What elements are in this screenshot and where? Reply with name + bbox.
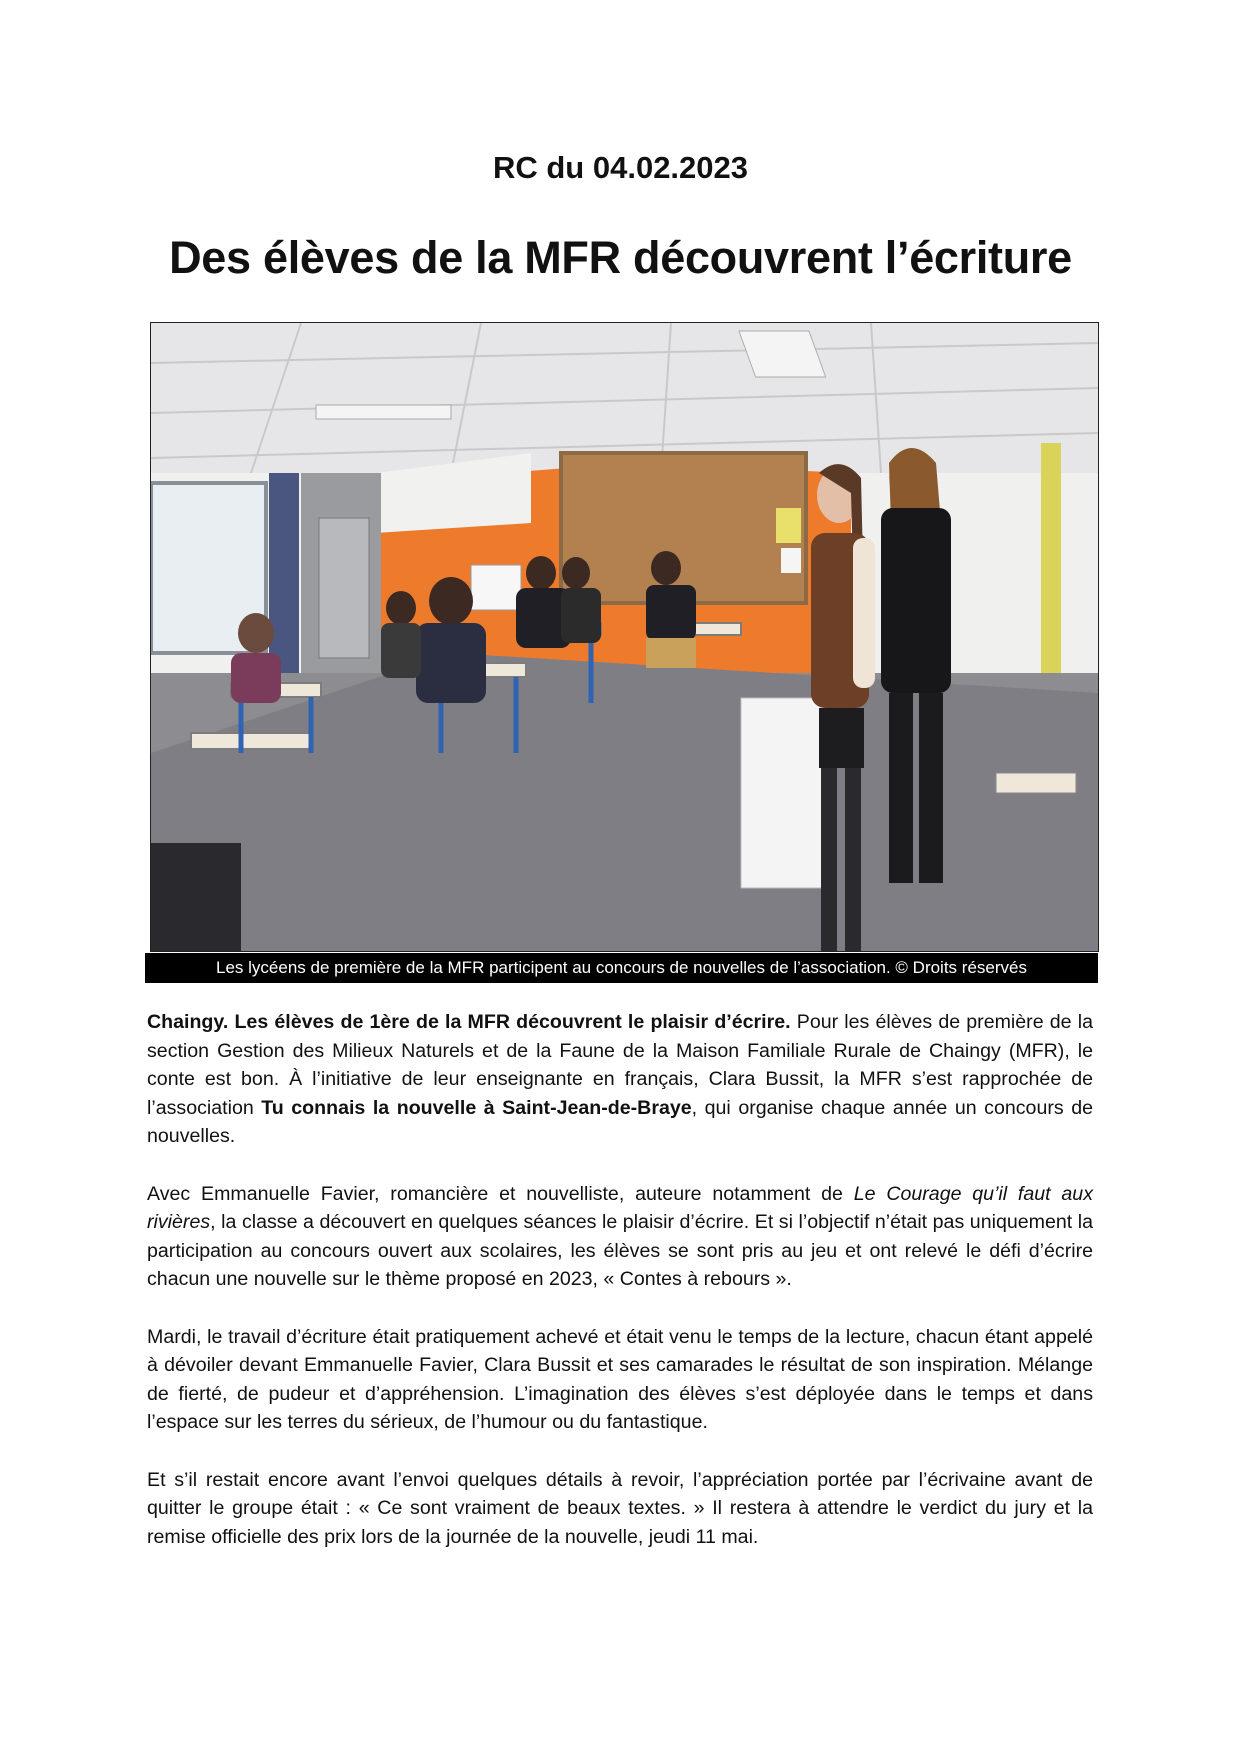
- paragraph-2-text-b: , la classe a découvert en quelques séances le plaisir d’écrire. Et si l’objectif n’était pas uniquement la participation au concours ouvert aux scolaires, les élèves se sont pris au jeu et ont relevé le défi d’écrire chacun une nouvelle sur le thème proposé en 2023, « Contes à rebours ».: [147, 1211, 1093, 1291]
- paragraph-1-text-a: Pour les élèves de première de la section Gestion des Milieux Naturels et de la Faune de la Maison Familiale Rurale de Chaingy (MFR), le conte est bon. À l’initiative de leur enseignante en français, Clara Bussit, la MFR s’est rapprochée de l’association: [147, 1011, 1093, 1119]
- paragraph-2: [147, 1180, 1093, 1294]
- classroom-photo: [150, 322, 1099, 952]
- paragraph-4: Et s’il restait encore avant l’envoi quelques détails à revoir, l’appréciation portée par l’écrivaine avant de quitter le groupe était : « Ce sont vraiment de beaux textes. » Il restera à attendre le verdict du jury et la remise officielle des prix lors de la journée de la nouvelle, jeudi 11 mai.: [147, 1468, 1093, 1548]
- article-headline: Des élèves de la MFR découvrent l’écriture: [169, 232, 1072, 283]
- paragraph-1-text-b: , qui organise chaque année un concours de nouvelles.: [147, 1096, 1093, 1148]
- classroom-illustration: [151, 323, 1098, 951]
- association-name: Tu connais la nouvelle à Saint-Jean-de-Braye: [261, 1096, 692, 1119]
- lead-sentence: Chaingy. Les élèves de 1ère de la MFR découvrent le plaisir d’écrire.: [147, 1011, 791, 1033]
- article-body: [147, 1008, 1093, 1580]
- paragraph-2-text-a: Avec Emmanuelle Favier, romancière et nouvelliste, auteure notamment de: [147, 1182, 854, 1205]
- date-line: RC du 04.02.2023: [492, 150, 749, 185]
- paragraph-3: Mardi, le travail d’écriture était pratiquement achevé et était venu le temps de la lecture, chacun étant appelé à dévoiler devant Emmanuelle Favier, Clara Bussit et ses camarades le résultat de son inspiration. Mélange de fierté, de pudeur et d’appréhension. L’imagination des élèves s’est déployée dans le temps et dans l’espace sur les terres du sérieux, de l’humour ou du fantastique.: [147, 1325, 1093, 1434]
- photo-caption: Les lycéens de première de la MFR participent au concours de nouvelles de l’association. © Droits réservés: [145, 953, 1098, 983]
- paragraph-1: [147, 1008, 1093, 1151]
- book-title: Le Courage qu’il faut aux rivières: [147, 1182, 1094, 1234]
